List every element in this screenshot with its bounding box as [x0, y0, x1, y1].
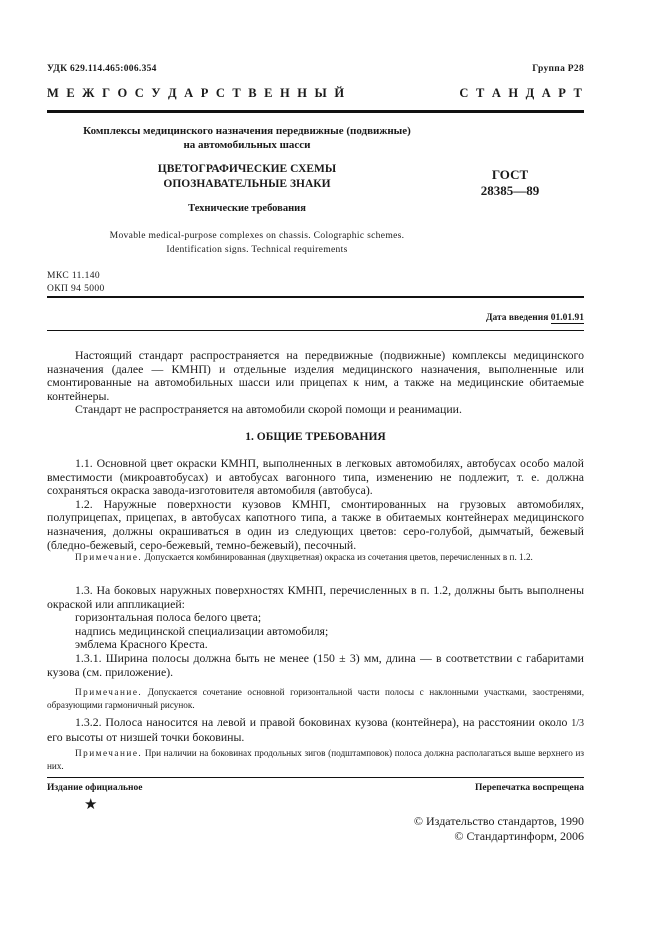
- list-item-emblem: эмблема Красного Креста.: [75, 637, 208, 652]
- note-3-label: Примечание.: [75, 748, 143, 758]
- english-title-line1: Movable medical-purpose complexes on chassis. Colographic schemes.: [109, 230, 405, 241]
- banner-standard: С Т А Н Д А Р Т: [459, 86, 584, 100]
- clause-1-3-1: 1.3.1. Ширина полосы должна быть не менее (150 ± 3) мм, длина — в соответствии с габаритами кузова (см. приложение).: [47, 650, 584, 679]
- reprint-prohibited: Перепечатка воспрещена: [474, 783, 584, 793]
- section-1-heading: 1. ОБЩИЕ ТРЕБОВАНИЯ: [245, 431, 386, 443]
- subtitle-technical: Технические требования: [188, 203, 306, 214]
- gost-label: ГОСТ: [491, 167, 529, 182]
- banner-interstate: М Е Ж Г О С У Д А Р С Т В Е Н Н Ы Й: [47, 86, 347, 100]
- top-rule: [47, 110, 584, 113]
- note-1: [47, 551, 584, 564]
- mks-code: МКС 11.140: [47, 271, 101, 281]
- note-2-text: Допускается сочетание основной горизонтальной части полосы с наклонными участками, заостренями, образующими гармоничный рисунок.: [47, 687, 584, 710]
- intro-text: [47, 349, 584, 417]
- intro-paragraph-1: Настоящий стандарт распространяется на передвижные (подвижные) комплексы медицинского назначения (далее — КМНП) и отдельные изделия медицинского назначения, выполненные или смонтированные на автомобильных шасси или прицепах к ним, а также на медицинские обитаемые контейнеры.: [47, 348, 584, 403]
- gost-number: [460, 167, 560, 199]
- main-title: [47, 162, 447, 191]
- note-2-label: Примечание.: [75, 687, 143, 697]
- clause-1-3: 1.3. На боковых наружных поверхностях КМНП, перечисленных в п. 1.2, должны быть выполнены окраской или аппликацией:: [47, 583, 584, 611]
- fraction-one-third: 1/3: [571, 718, 584, 729]
- copyright-block: [414, 814, 584, 844]
- title-complexes: [47, 124, 447, 152]
- gost-code: 28385—89: [480, 183, 540, 198]
- effective-date: [486, 313, 584, 323]
- english-title: [47, 229, 467, 256]
- intro-paragraph-2: Стандарт не распространяется на автомобили скорой помощи и реанимации.: [75, 402, 462, 417]
- note-1-text: Допускается комбинированная (двухцветная) окраска из сочетания цветов, перечисленных в п. 1.2.: [142, 552, 533, 562]
- classification-codes: [47, 270, 105, 296]
- section-1-clauses-b: [47, 584, 584, 679]
- title-line2: на автомобильных шасси: [183, 139, 311, 151]
- official-edition: Издание официальное: [47, 783, 143, 793]
- clause-1-1: 1.1. Основной цвет окраски КМНП, выполненных в легковых автомобилях, автобусах особо малой вместимости (микроавтобусах) и автобусах вагонного типа, изменению не подлежит, т. е. должна сохраняться окраска завода-изготовителя автомобиля (автобуса).: [47, 456, 584, 498]
- effective-date-value: 01.01.91: [550, 313, 584, 323]
- clause-1-2: 1.2. Наружные поверхности кузовов КМНП, смонтированных на грузовых автомобилях, полуприцепах, прицепах, в автобусах капотного типа, а также в обитаемых контейнерах медицинского назначения, должны окрашиваться в один из следующих цветов: серо-голубой, дымчатый, бежевый (бледно-бежевый, серо-бежевый, темно-бежевый), песочный.: [47, 496, 584, 552]
- english-title-line2: Identification signs. Technical requirements: [166, 243, 348, 255]
- footer-rule: [47, 777, 584, 778]
- codes-rule: [47, 296, 584, 298]
- note-2: [47, 686, 584, 711]
- udk-code: УДК 629.114.465:006.354: [47, 64, 157, 74]
- list-item-inscription: надпись медицинской специализации автомобиля;: [75, 623, 329, 638]
- clause-1-3-2: 1.3.2. Полоса наносится на левой и правой боковинах кузова (контейнера), на расстоянии около 1/3 его высоты от низшей точки боковины.: [47, 715, 584, 744]
- star-icon: ★: [84, 797, 98, 813]
- list-item-stripe: горизонтальная полоса белого цвета;: [75, 610, 262, 625]
- section-1-clauses-c: [47, 716, 584, 744]
- effective-date-label: Дата введения: [485, 313, 549, 323]
- main-title-line1: ЦВЕТОГРАФИЧЕСКИЕ СХЕМЫ: [157, 163, 337, 175]
- okp-code: ОКП 94 5000: [47, 284, 105, 294]
- note-3: [47, 747, 584, 772]
- note-1-label: Примечание.: [75, 552, 143, 562]
- group-code: Группа Р28: [532, 64, 584, 74]
- title-line1: Комплексы медицинского назначения передвижные (подвижные): [83, 125, 411, 137]
- copyright-standartinform: © Стандартинформ, 2006: [454, 829, 584, 843]
- section-1-clauses-a: [47, 457, 584, 552]
- copyright-publisher: © Издательство стандартов, 1990: [413, 814, 584, 828]
- note-3-text: При наличии на боковинах продольных зигов (подштамповок) полоса должна располагаться выше верхнего из них.: [47, 748, 584, 771]
- date-rule: [47, 330, 584, 331]
- main-title-line2: ОПОЗНАВАТЕЛЬНЫЕ ЗНАКИ: [163, 177, 331, 190]
